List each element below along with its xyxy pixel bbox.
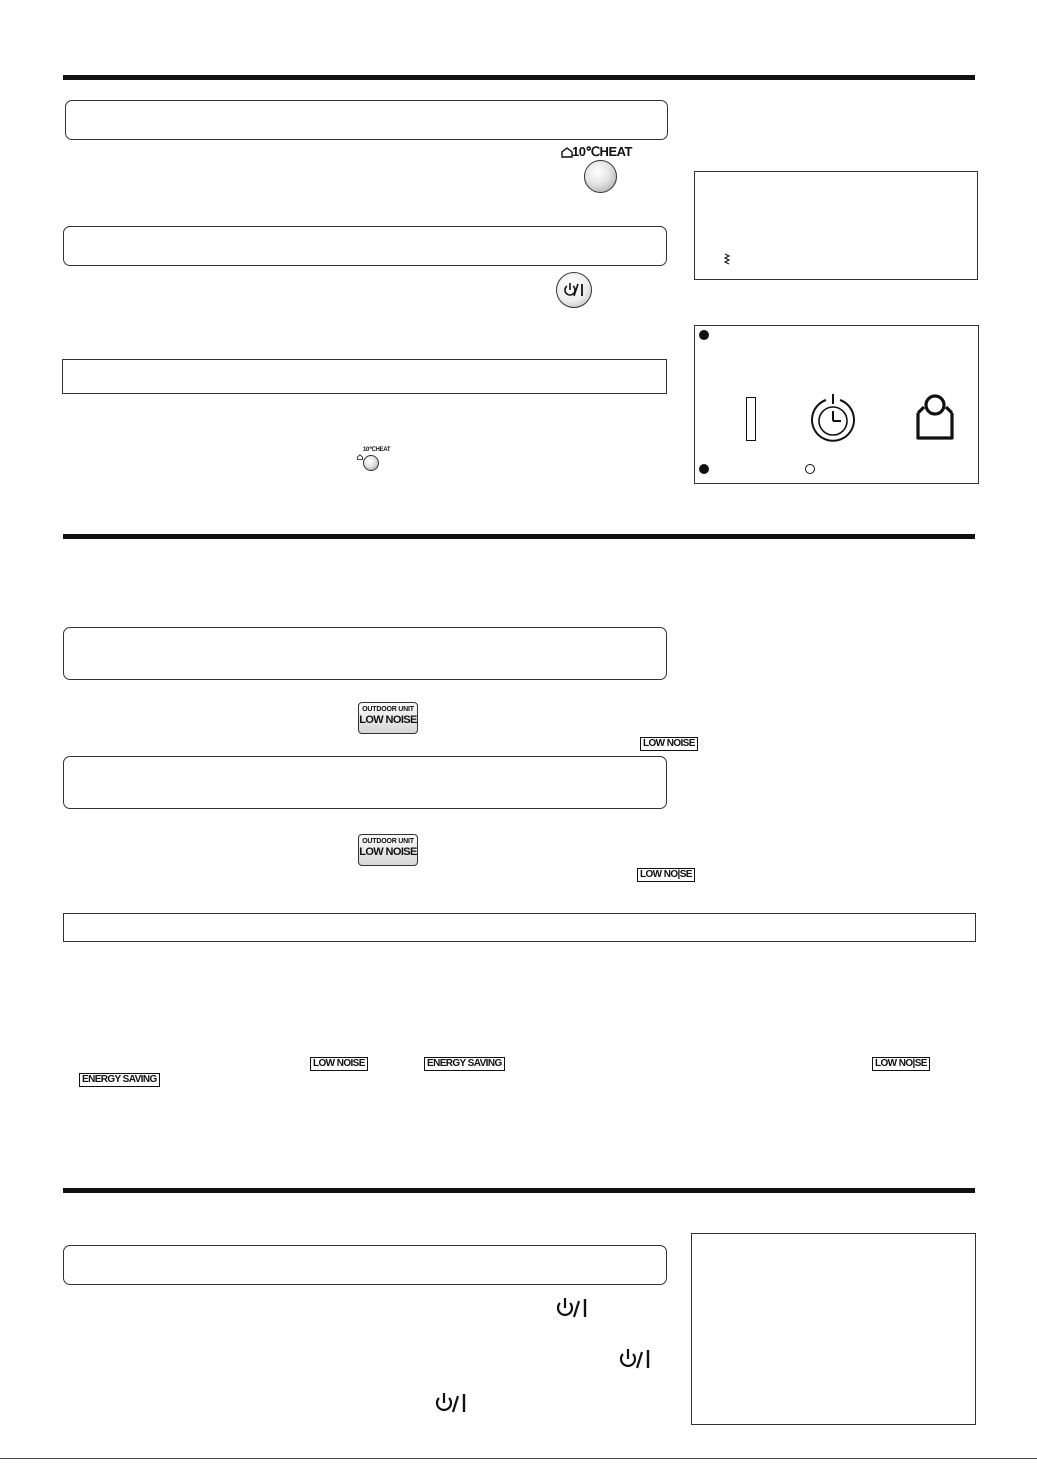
- indicator-lamp-on-bottom: [699, 464, 709, 474]
- heading-box-section3: [63, 1245, 667, 1285]
- house-heat-icon: [914, 393, 956, 446]
- heading-box-lownoise-set: [63, 627, 667, 680]
- power-symbol-icon-1: [554, 1297, 592, 1324]
- low-noise-indicator-2: LOW NO|SE: [637, 868, 695, 882]
- outdoor-unit-label: OUTDOOR UNIT: [362, 706, 414, 713]
- low-noise-indicator: LOW NOISE: [640, 737, 698, 751]
- power-button[interactable]: [556, 272, 592, 308]
- heat10-button[interactable]: [584, 160, 617, 193]
- low-noise-indicator-3: LOW NOISE: [310, 1057, 368, 1071]
- power-symbol-icon-3: [433, 1392, 471, 1419]
- heading-box-start: [65, 100, 668, 140]
- outdoor-low-noise-button-cancel[interactable]: [358, 834, 418, 866]
- note-box-1: [62, 359, 667, 394]
- power-symbol-icon-2: [617, 1348, 655, 1375]
- heat10-caption: 10℃HEAT: [572, 144, 632, 159]
- section-rule-bottom: [63, 1188, 975, 1193]
- low-noise-label-2: LOW NOISE: [359, 846, 417, 858]
- outdoor-unit-label-2: OUTDOOR UNIT: [362, 838, 414, 845]
- low-noise-indicator-4: LOW NO|SE: [872, 1057, 930, 1071]
- operation-lamp-bar: [746, 397, 756, 441]
- energy-saving-indicator: ENERGY SAVING: [424, 1057, 505, 1071]
- note-box-2: [63, 913, 976, 942]
- section-rule-middle: [63, 534, 975, 539]
- heading-box-lownoise-cancel: [63, 756, 667, 809]
- low-noise-label: LOW NOISE: [359, 714, 417, 726]
- heading-box-stop: [63, 226, 667, 266]
- indicator-lamp-off: [805, 464, 815, 474]
- remote-display-panel: [694, 171, 978, 280]
- clock-timer-icon: [808, 392, 858, 449]
- fan-icon: [722, 252, 732, 270]
- section-rule-top: [63, 75, 975, 80]
- page-bottom-line: [0, 1458, 1037, 1459]
- heat10-small-caption: 10℃HEAT: [363, 447, 391, 453]
- power-on-off-icon: [562, 282, 586, 298]
- energy-saving-indicator-2: ENERGY SAVING: [79, 1073, 160, 1087]
- indicator-lamp-on-top: [699, 330, 709, 340]
- heat10-button-small: [363, 455, 379, 471]
- outdoor-low-noise-button[interactable]: [358, 702, 418, 734]
- heat10-house-small-icon: [561, 145, 573, 163]
- note-panel-bottom: [691, 1233, 976, 1425]
